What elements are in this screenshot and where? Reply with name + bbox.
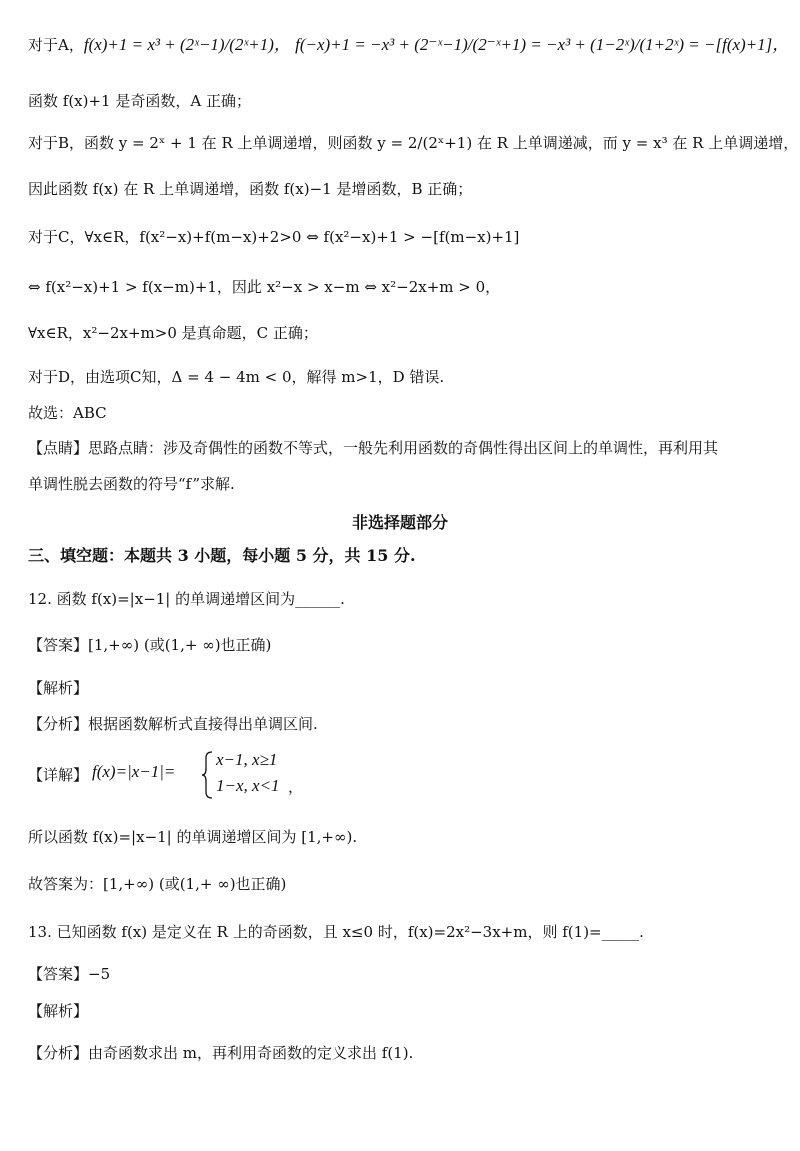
option-d-analysis: 对于D，由选项C知，Δ = 4 − 4m < 0，解得 m>1，D 错误. xyxy=(28,368,445,386)
q12-xiangjie-label: 【详解】 xyxy=(28,766,89,784)
q12-question: 12. 函数 f(x)=|x−1| 的单调递增区间为______. xyxy=(28,590,345,608)
q13-jiexi: 【解析】 xyxy=(28,1002,89,1020)
q13-fenxi: 【分析】由奇函数求出 m，再利用奇函数的定义求出 f(1). xyxy=(28,1044,414,1062)
q12-jiexi: 【解析】 xyxy=(28,679,89,697)
q12-case-2: 1−x, x<1 xyxy=(216,776,280,795)
dianjing-line-1: 【点睛】思路点睛：涉及奇偶性的函数不等式，一般先利用函数的奇偶性得出区间上的单调性，再利用其 xyxy=(28,439,719,457)
piecewise-brace-icon xyxy=(200,750,214,800)
option-c-analysis: 对于C，∀x∈R，f(x²−x)+f(m−x)+2>0 ⇔ f(x²−x)+1 > −[f(m−x)+1] xyxy=(28,228,520,246)
section-heading: 三、填空题：本题共 3 小题，每小题 5 分，共 15 分. xyxy=(28,546,416,565)
option-a-formula: f(x)+1 = x³ + (2ˣ−1)/(2ˣ+1)， f(−x)+1 = −x³ + (2⁻ˣ−1)/(2⁻ˣ+1) = −x³ + (1−2ˣ)/(1+2ˣ) = −[f(x)+1]， xyxy=(83,35,790,54)
option-b-analysis: 对于B，函数 y = 2ˣ + 1 在 R 上单调递增，则函数 y = 2/(2ˣ+1) 在 R 上单调递减，而 y = x³ 在 R 上单调递增， xyxy=(28,134,799,152)
q12-fenxi: 【分析】根据函数解析式直接得出单调区间. xyxy=(28,715,318,733)
q12-xiangjie-lhs: f(x)=|x−1|= xyxy=(92,762,176,781)
dianjing-line-2: 单调性脱去函数的符号“f”求解. xyxy=(28,475,235,493)
option-b-conclusion: 因此函数 f(x) 在 R 上单调递增，函数 f(x)−1 是增函数，B 正确； xyxy=(28,180,473,198)
answer-choice: 故选：ABC xyxy=(28,404,107,422)
q12-conclusion: 所以函数 f(x)=|x−1| 的单调递增区间为 [1,+∞). xyxy=(28,828,358,846)
q12-case-1: x−1, x≥1 xyxy=(216,750,278,769)
q13-question: 13. 已知函数 f(x) 是定义在 R 上的奇函数，且 x≤0 时，f(x)=2x²−3x+m，则 f(1)=_____. xyxy=(28,923,644,941)
option-c-conclusion: ∀x∈R，x²−2x+m>0 是真命题，C 正确； xyxy=(28,324,318,342)
option-a-analysis xyxy=(28,34,789,56)
option-a-conclusion: 函数 f(x)+1 是奇函数，A 正确； xyxy=(28,92,251,110)
option-c-derivation: ⇔ f(x²−x)+1 > f(x−m)+1，因此 x²−x > x−m ⇔ x²−2x+m > 0， xyxy=(28,278,501,296)
q12-answer: 【答案】[1,+∞) (或(1,+ ∞)也正确) xyxy=(28,636,272,654)
q13-answer: 【答案】−5 xyxy=(28,965,111,983)
option-a-label: 对于A， xyxy=(28,36,84,54)
q12-case-end: ， xyxy=(288,778,304,796)
q12-final: 故答案为：[1,+∞) (或(1,+ ∞)也正确) xyxy=(28,875,287,893)
section-title: 非选择题部分 xyxy=(351,513,448,532)
